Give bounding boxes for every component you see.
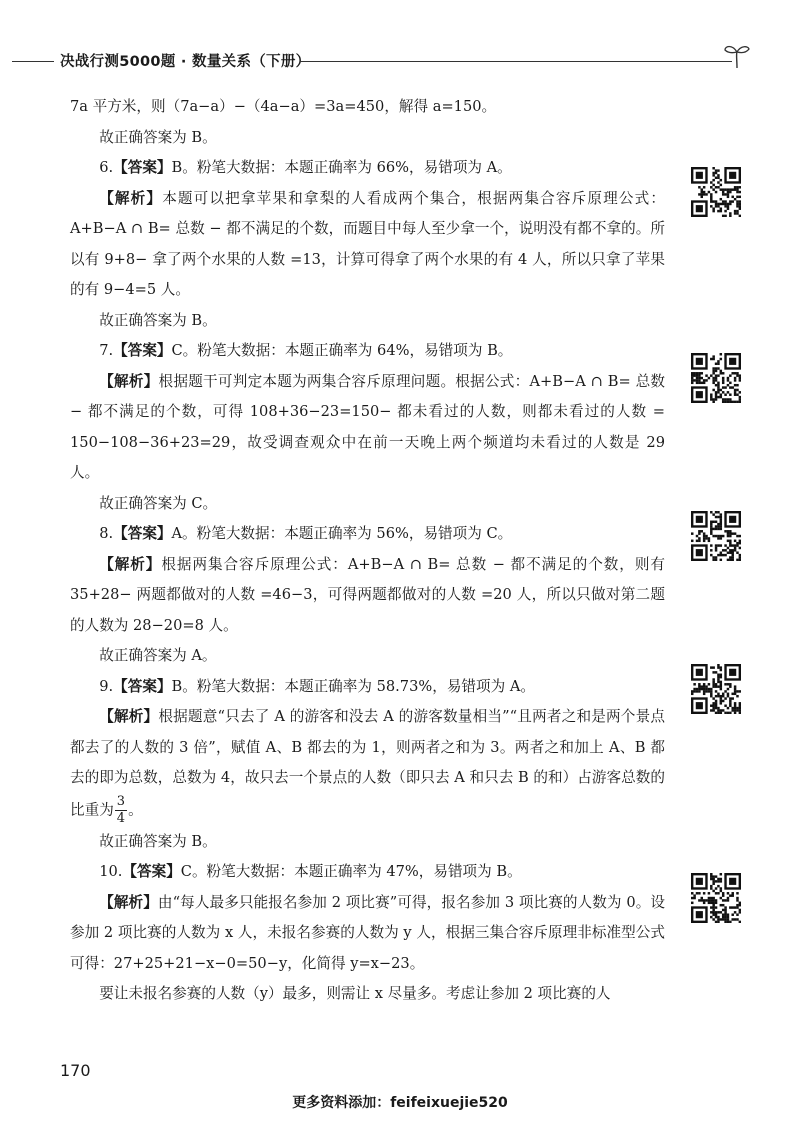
page-number: 170 [60,1061,91,1080]
answer-text: C。粉笔大数据：本题正确率为 47%，易错项为 B。 [180,863,522,880]
analysis-tag: 【解析】 [99,893,158,911]
question-7-final: 故正确答案为 C。 [99,494,218,512]
qr-code-icon[interactable] [691,167,741,217]
answer-line: 故正确答案为 B。 [99,128,217,146]
analysis-text: 本题可以把拿苹果和拿梨的人看成两个集合，根据两集合容斥原理公式：A+B−A ∩ B= 总数 − 都不满足的个数，而题目中每人至少拿一个，说明没有都不拿的。所以有 9+8− 拿了两个水果的人数 =13，计算可得拿了两个水果的有 4 人，所以只拿了苹果的有 9−4=5 人。 [70,189,665,298]
header-title: 决战行测5000题 · 数量关系（下册） [60,54,311,70]
analysis-text: 根据题干可判定本题为两集合容斥原理问题。根据公式：A+B−A ∩ B= 总数 − 都不满足的个数，可得 108+36−23=150− 都未看过的人数，则都未看过的人数 = 150−108−36+23=29，故受调查观众中在前一天晚上两个频道均未看过的人数是 29 人。 [70,372,665,481]
answer-tag: 【答案】 [113,159,172,176]
question-9-final: 故正确答案为 B。 [99,832,217,850]
analysis-tag: 【解析】 [99,189,163,207]
page-header [0,50,800,74]
fraction [115,794,127,827]
question-6-analysis [70,184,665,306]
qr-code-icon[interactable] [691,511,741,561]
analysis-text: 由“每人最多只能报名参加 2 项比赛”可得，报名参加 3 项比赛的人数为 0。设参加 2 项比赛的人数为 x 人，未报名参赛的人数为 y 人，根据三集合容斥原理非标准型公式可得：27+25+21−x−0=50−y，化简得 y=x−23。 [70,893,665,972]
qr-code-icon[interactable] [691,353,741,403]
answer-text: B。粉笔大数据：本题正确率为 58.73%，易错项为 A。 [171,677,535,695]
answer-tag: 【答案】 [122,863,181,880]
answer-analysis-body [70,92,665,1010]
answer-text: A。粉笔大数据：本题正确率为 56%，易错项为 C。 [171,525,513,542]
header-rule-left [12,61,54,62]
question-8-answer [70,519,665,550]
answer-text: B。粉笔大数据：本题正确率为 66%，易错项为 A。 [171,159,512,176]
analysis-tag: 【解析】 [99,555,162,573]
answer-text: C。粉笔大数据：本题正确率为 64%，易错项为 B。 [171,342,513,359]
analysis-text: 根据题意“只去了 A 的游客和没去 A 的游客数量相当”“且两者之和是两个景点都去了的人数的 3 倍”，赋值 A、B 都去的为 1，则两者之和为 3。两者之和加上 A、B 都去的即为总数，总数为 4，故只去一个景点的人数（即只去 A 和只去 B 的和）占游客总数的比重为 [70,708,665,818]
question-number: 8. [99,525,114,542]
question-number: 6. [99,159,114,176]
continued-text: 7a 平方米，则（7a−a）−（4a−a）=3a=450，解得 a=150。 [70,98,497,115]
question-8-analysis [70,550,665,642]
analysis-tag: 【解析】 [99,372,159,390]
question-8-final: 故正确答案为 A。 [99,647,217,664]
question-7-answer [70,336,665,367]
continued-analysis: 要让未报名参赛的人数（y）最多，则需让 x 尽量多。考虑让参加 2 项比赛的人 [99,985,611,1002]
sprout-icon [722,40,752,70]
question-number: 7. [99,342,114,359]
footer-note: 更多资料添加：feifeixuejie520 [292,1095,508,1111]
qr-code-icon[interactable] [691,873,741,923]
answer-tag: 【答案】 [113,342,172,359]
question-9-answer [70,672,665,703]
analysis-text-end: 。 [128,801,143,818]
question-number: 9. [99,677,114,695]
question-10-analysis [70,888,665,980]
answer-tag: 【答案】 [113,525,172,542]
question-6-final: 故正确答案为 B。 [99,311,217,329]
qr-code-icon[interactable] [691,664,741,714]
analysis-text: 根据两集合容斥原理公式：A+B−A ∩ B= 总数 − 都不满足的个数，则有 35+28− 两题都做对的人数 =46−3，可得两题都做对的人数 =20 人，所以只做对第二题的人数为 28−20=8 人。 [70,555,665,634]
question-10-answer [70,857,665,888]
question-9-analysis [70,702,665,827]
answer-tag: 【答案】 [113,677,172,695]
fraction-denominator: 4 [116,810,126,826]
analysis-tag: 【解析】 [99,708,159,725]
question-7-analysis [70,367,665,489]
question-number: 10. [99,863,123,880]
fraction-numerator: 3 [116,793,126,809]
header-rule-right [300,61,732,62]
question-6-answer [70,153,665,184]
